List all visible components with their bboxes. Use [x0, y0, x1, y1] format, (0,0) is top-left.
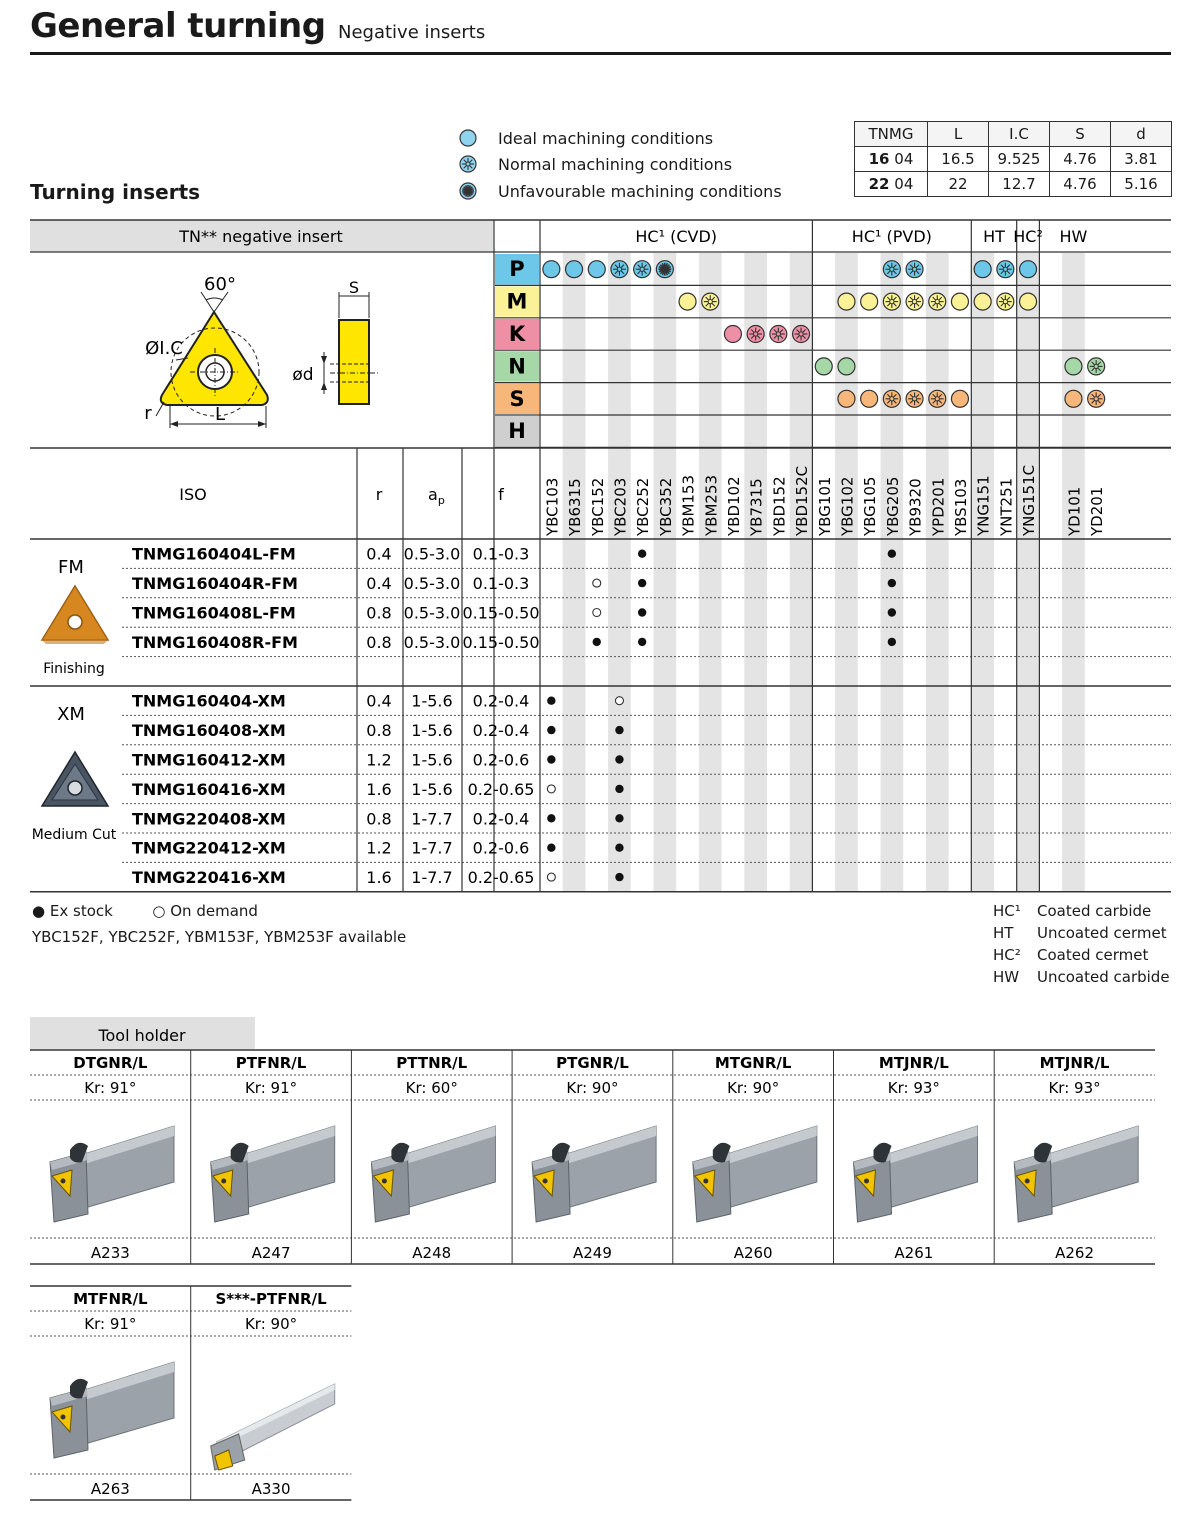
section-title: Turning inserts: [30, 180, 201, 204]
iso-code: TNMG220408-XM: [132, 809, 286, 829]
material-condition-icon: [838, 293, 855, 310]
ex-stock-icon: [638, 608, 646, 616]
material-condition-icon: [997, 261, 1014, 278]
page-title: General turning: [30, 6, 326, 46]
material-condition-icon: [702, 293, 719, 310]
page-subtitle: Negative inserts: [338, 22, 486, 43]
radius-value: 0.8: [366, 603, 392, 623]
iso-code: TNMG220416-XM: [132, 868, 286, 888]
holder-page-ref: A247: [251, 1244, 291, 1262]
grade-name: YD201: [1088, 486, 1107, 536]
ex-stock-icon: [615, 785, 623, 793]
material-condition-icon: [951, 293, 968, 310]
material-condition-icon: [906, 261, 923, 278]
holder-name: MTJNR/L: [1039, 1054, 1110, 1072]
ex-stock-icon: [888, 579, 896, 587]
material-condition-icon: [543, 261, 560, 278]
feed-value: 0.1-0.3: [472, 574, 530, 594]
material-condition-icon: [838, 358, 855, 375]
legend-label: Unfavourable machining conditions: [498, 181, 782, 201]
material-condition-icon: [951, 390, 968, 407]
depth-value: 1-7.7: [411, 809, 453, 829]
material-condition-icon: [815, 358, 832, 375]
holder-name: DTGNR/L: [73, 1054, 148, 1072]
material-k-label: K: [508, 322, 526, 346]
grade-group-header: HC¹ (CVD): [635, 227, 718, 246]
toolholder-icon: [371, 1126, 495, 1222]
iso-code: TNMG160404-XM: [132, 691, 286, 711]
material-condition-icon: [1020, 293, 1037, 310]
stock-notes: [32, 898, 406, 950]
material-condition-icon: [883, 293, 900, 310]
on-demand-icon: [593, 609, 601, 617]
material-n-label: N: [508, 354, 526, 379]
holder-page-ref: A248: [412, 1244, 452, 1262]
insert-type-header: TN** negative insert: [179, 227, 343, 246]
grade-group-header: HC¹ (PVD): [851, 227, 932, 246]
grade-name: YBG105: [861, 476, 880, 536]
dim-size: 16: [868, 150, 890, 168]
iso-header: ISO: [179, 485, 207, 504]
grade-name: YBG205: [883, 476, 902, 536]
glossary-item: [993, 922, 1170, 944]
iso-code: TNMG220412-XM: [132, 838, 286, 858]
material-condition-icon: [1065, 358, 1082, 375]
radius-value: 0.8: [366, 809, 392, 829]
section-name: Medium Cut: [31, 827, 117, 843]
grade-name: YBC152: [588, 477, 607, 536]
material-s-label: S: [509, 386, 525, 411]
material-condition-icon: [838, 390, 855, 407]
toolholder-icon: [854, 1126, 978, 1222]
material-condition-icon: [793, 326, 810, 343]
diagram-ic-label: ØI.C: [145, 338, 183, 359]
stock-legend: [32, 898, 406, 924]
depth-value: 1-5.6: [411, 779, 453, 799]
ex-stock-icon: [547, 726, 555, 734]
holder-kr: Kr: 93°: [887, 1079, 940, 1097]
dim-header: S: [1050, 122, 1111, 147]
grade-name: YBD152C: [793, 465, 812, 536]
holder-page-ref: A330: [251, 1480, 291, 1498]
ex-stock-icon: [888, 608, 896, 616]
feed-value: 0.15-0.50: [462, 603, 540, 623]
grade-name: YBC103: [543, 477, 562, 536]
ex-stock-icon: [593, 638, 601, 646]
holder-page-ref: A233: [90, 1244, 130, 1262]
feed-value: 0.2-0.4: [472, 691, 530, 711]
radius-value: 1.2: [366, 838, 392, 858]
material-condition-icon: [566, 261, 583, 278]
material-condition-icon: [634, 261, 651, 278]
feed-value: 0.2-0.4: [472, 721, 530, 741]
feed-value: 0.2-0.6: [472, 838, 530, 858]
dim-header: L: [928, 122, 989, 147]
material-condition-icon: [679, 293, 696, 310]
ex-stock-icon: [638, 550, 646, 558]
triangle-insert-icon: [156, 292, 268, 428]
radius-header: r: [375, 485, 383, 504]
depth-value: 1-7.7: [411, 868, 453, 888]
material-condition-icon: [724, 326, 741, 343]
dim-header: d: [1111, 122, 1172, 147]
iso-code: TNMG160408R-FM: [132, 632, 298, 652]
feed-value: 0.1-0.3: [472, 544, 530, 564]
toolholder-icon: [50, 1126, 174, 1222]
holder-kr: Kr: 91°: [84, 1315, 137, 1333]
ex-stock-icon: [547, 755, 555, 763]
ex-stock-icon: [638, 579, 646, 587]
holder-page-ref: A263: [90, 1480, 130, 1498]
dim-cell: 3.81: [1111, 147, 1172, 172]
material-condition-icon: [588, 261, 605, 278]
holder-kr: Kr: 90°: [727, 1079, 780, 1097]
grade-name: YNG151: [974, 475, 993, 536]
material-condition-icon: [929, 390, 946, 407]
on-demand-icon: [615, 697, 623, 705]
legend-label: Ideal machining conditions: [498, 128, 714, 148]
material-condition-icon: [974, 293, 991, 310]
dim-cell: 22: [928, 172, 989, 197]
grade-name: YNG151C: [1020, 464, 1039, 536]
grade-name: YBD152: [770, 476, 789, 536]
glossary-abbr: HC¹: [993, 902, 1021, 920]
toolholder-icon: [693, 1126, 817, 1222]
iso-code: TNMG160404R-FM: [132, 574, 298, 594]
holder-kr: Kr: 90°: [244, 1315, 298, 1333]
toolholder-icon: [1014, 1126, 1138, 1222]
feed-value: 0.2-0.65: [467, 868, 535, 888]
toolholder-icon: [532, 1126, 656, 1222]
holder-page-ref: A249: [572, 1244, 612, 1262]
toolholder-title: Tool holder: [98, 1026, 186, 1045]
material-condition-icon: [1065, 390, 1082, 407]
ex-stock-icon: [547, 697, 555, 705]
grade-name: YBG102: [838, 476, 857, 536]
holder-name: PTGNR/L: [556, 1054, 629, 1072]
ex-stock-icon: [888, 638, 896, 646]
depth-value: 0.5-3.0: [403, 544, 461, 564]
grade-name: YNT251: [997, 477, 1016, 536]
material-condition-icon: [1088, 390, 1105, 407]
iso-code: TNMG160408L-FM: [132, 603, 296, 623]
material-condition-icon: [747, 326, 764, 343]
ex-stock-icon: [615, 873, 623, 881]
grade-name: YD101: [1065, 486, 1084, 536]
on-demand-label: On demand: [170, 902, 258, 920]
feed-value: 0.2-0.6: [472, 750, 530, 770]
glossary-item: [993, 966, 1170, 988]
dim-header: TNMG: [855, 122, 928, 147]
on-demand-icon: [547, 785, 555, 793]
depth-value: 0.5-3.0: [403, 574, 461, 594]
ex-stock-icon: [615, 814, 623, 822]
grade-name: YPD201: [929, 477, 948, 536]
feed-header: f: [498, 485, 504, 504]
radius-value: 1.2: [366, 750, 392, 770]
glossary-abbr: HW: [993, 968, 1020, 986]
dim-cell: 9.525: [989, 147, 1050, 172]
material-condition-icon: [906, 390, 923, 407]
material-condition-icon: [611, 261, 628, 278]
insert-diagram: [144, 274, 378, 428]
grade-name: YBC252: [634, 477, 653, 536]
glossary-item: [993, 944, 1170, 966]
dim-thickness: 04: [894, 175, 914, 193]
material-condition-icon: [997, 293, 1014, 310]
tool-holder-section: [0, 1012, 1200, 1512]
holder-page-ref: A261: [894, 1244, 934, 1262]
on-demand-icon: [593, 579, 601, 587]
material-h-label: H: [508, 419, 526, 444]
feed-value: 0.2-0.65: [467, 779, 535, 799]
insert-side-view-icon: [321, 292, 378, 404]
holder-kr: Kr: 93°: [1048, 1079, 1101, 1097]
dim-cell: 4.76: [1050, 172, 1111, 197]
holder-name: PTFNR/L: [235, 1054, 307, 1072]
grade-glossary: [993, 900, 1170, 988]
glossary-abbr: HT: [993, 924, 1014, 942]
material-condition-icon: [861, 390, 878, 407]
grade-name: YBC203: [611, 477, 630, 536]
diagram-thickness-label: S: [348, 278, 360, 297]
ex-stock-icon: [615, 726, 623, 734]
diagram-hole-label: ød: [292, 365, 314, 385]
section-code: FM: [58, 557, 84, 578]
depth-value: 1-5.6: [411, 721, 453, 741]
holder-kr: Kr: 91°: [244, 1079, 298, 1097]
depth-value: 0.5-3.0: [403, 632, 461, 652]
depth-value: 1-5.6: [411, 691, 453, 711]
section-name: Finishing: [43, 661, 105, 677]
availability-note: YBC152F, YBC252F, YBM153F, YBM253F available: [32, 928, 407, 946]
iso-code: TNMG160404L-FM: [132, 544, 296, 564]
ex-stock-icon: [615, 755, 623, 763]
holder-name: PTTNR/L: [396, 1054, 468, 1072]
grade-name: YBD102: [724, 476, 743, 536]
ex-stock-icon: [638, 638, 646, 646]
ex-stock-icon: [615, 844, 623, 852]
grade-name: YBG101: [815, 476, 834, 536]
material-condition-icon: [770, 326, 787, 343]
glossary-desc: Coated cermet: [1037, 946, 1149, 964]
grade-name: YB7315: [747, 478, 766, 536]
dim-cell: 4.76: [1050, 147, 1111, 172]
grade-name: YB9320: [906, 478, 925, 536]
dim-cell: 5.16: [1111, 172, 1172, 197]
glossary-desc: Uncoated carbide: [1037, 968, 1170, 986]
feed-value: 0.15-0.50: [462, 632, 540, 652]
radius-value: 0.8: [366, 721, 392, 741]
dim-size: 22: [868, 175, 890, 193]
material-condition-icon: [974, 261, 991, 278]
holder-name: MTGNR/L: [714, 1054, 792, 1072]
holder-name: S***-PTFNR/L: [215, 1290, 327, 1308]
diagram-radius-label: r: [144, 403, 152, 424]
glossary-item: [993, 900, 1170, 922]
holder-kr: Kr: 91°: [84, 1079, 137, 1097]
dim-cell: 16.5: [928, 147, 989, 172]
grade-group-header: HT: [983, 227, 1005, 246]
material-condition-icon: [883, 261, 900, 278]
section-code: XM: [57, 704, 85, 725]
on-demand-icon: ○: [152, 902, 166, 920]
material-condition-icon: [883, 390, 900, 407]
toolholder-icon: [211, 1126, 335, 1222]
ex-stock-icon: [888, 550, 896, 558]
holder-page-ref: A262: [1055, 1244, 1095, 1262]
dim-header: I.C: [989, 122, 1050, 147]
diagram-length-label: L: [214, 404, 226, 425]
boring-bar-icon: [211, 1384, 335, 1470]
legend-label: Normal machining conditions: [498, 154, 733, 174]
iso-code: TNMG160416-XM: [132, 779, 286, 799]
toolholder-icon: [50, 1362, 174, 1458]
ex-stock-icon: [547, 844, 555, 852]
grade-name: YBM253: [702, 474, 721, 536]
feed-value: 0.2-0.4: [472, 809, 530, 829]
material-condition-icon: [1020, 261, 1037, 278]
radius-value: 0.4: [366, 691, 392, 711]
iso-code: TNMG160408-XM: [132, 721, 286, 741]
radius-value: 0.4: [366, 544, 392, 564]
dim-thickness: 04: [894, 150, 914, 168]
on-demand-icon: [547, 873, 555, 881]
ex-stock-icon: [547, 814, 555, 822]
diagram-angle-label: 60°: [204, 274, 236, 295]
grade-group-header: HW: [1059, 227, 1088, 246]
glossary-desc: Uncoated cermet: [1037, 924, 1167, 942]
material-condition-icon: [1088, 358, 1105, 375]
fm-insert-icon: [42, 586, 108, 644]
radius-value: 1.6: [366, 779, 392, 799]
grade-name: YBS103: [951, 478, 970, 536]
depth-value: 1-7.7: [411, 838, 453, 858]
material-condition-icon: [656, 261, 673, 278]
radius-value: 1.6: [366, 868, 392, 888]
depth-value: 0.5-3.0: [403, 603, 461, 623]
holder-page-ref: A260: [733, 1244, 773, 1262]
xm-insert-icon: [42, 752, 108, 806]
holder-kr: Kr: 60°: [405, 1079, 458, 1097]
material-condition-icon: [861, 293, 878, 310]
material-m-label: M: [506, 289, 528, 314]
glossary-abbr: HC²: [993, 946, 1021, 964]
material-condition-icon: [929, 293, 946, 310]
dim-cell: 12.7: [989, 172, 1050, 197]
holder-name: MTFNR/L: [73, 1290, 148, 1308]
grade-name: YBM153: [679, 474, 698, 536]
grade-name: YBC352: [656, 477, 675, 536]
material-condition-icon: [906, 293, 923, 310]
glossary-desc: Coated carbide: [1037, 902, 1152, 920]
iso-code: TNMG160412-XM: [132, 750, 286, 770]
radius-value: 0.8: [366, 632, 392, 652]
grade-group-header: HC²: [1013, 227, 1043, 246]
material-p-label: P: [509, 257, 525, 282]
holder-name: MTJNR/L: [878, 1054, 949, 1072]
depth-value: 1-5.6: [411, 750, 453, 770]
ex-stock-label: Ex stock: [49, 902, 113, 920]
grade-name: YB6315: [566, 478, 585, 536]
holder-kr: Kr: 90°: [566, 1079, 619, 1097]
depth-header: $a_p$: [428, 485, 445, 507]
radius-value: 0.4: [366, 574, 392, 594]
ex-stock-icon: ●: [32, 902, 46, 920]
